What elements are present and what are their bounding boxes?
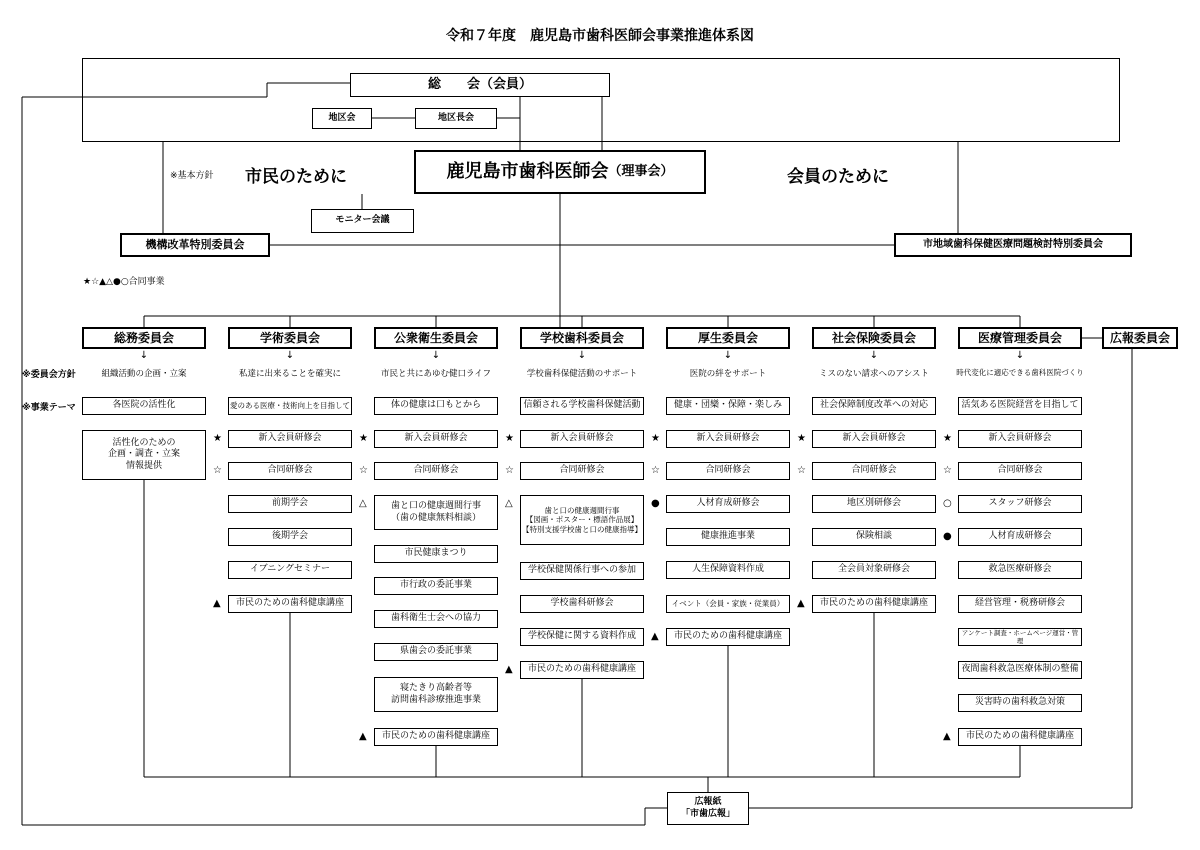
- project-item-line: 健康・団欒・保障・楽しみ: [673, 400, 782, 411]
- district-meeting-box: 地区会: [312, 108, 372, 129]
- basic-policy-label: ※基本方針: [170, 171, 214, 181]
- joint-project-mark: ☆: [651, 465, 660, 476]
- project-item-line: 健康推進事業: [700, 531, 755, 542]
- joint-project-mark: ▲: [359, 731, 367, 742]
- project-item-line: 市民のための歯科健康講座: [965, 731, 1074, 742]
- project-item-line: 市民のための歯科健康講座: [819, 598, 928, 609]
- project-item-line: 災害時の歯科救急対策: [974, 697, 1065, 708]
- joint-project-mark: ★: [359, 433, 368, 444]
- project-item-line: 人材育成研修会: [988, 531, 1052, 542]
- committee-header: 公衆衛生委員会: [374, 327, 498, 349]
- project-item-line: 合同研修会: [705, 465, 751, 476]
- joint-project-mark: ★: [505, 433, 514, 444]
- reform-committee-box: 機構改革特別委員会: [120, 233, 270, 257]
- project-item-line: 新入会員研修会: [258, 433, 322, 444]
- project-item-line: 情報提供: [125, 460, 162, 471]
- project-item-line: 新入会員研修会: [696, 433, 760, 444]
- committee-policy: 医院の絆をサポート: [689, 369, 767, 379]
- general-assembly-box: 総 会（会員）: [350, 73, 610, 97]
- project-item-line: 訪問歯科診療推進事業: [390, 694, 481, 705]
- joint-project-mark: ★: [651, 433, 660, 444]
- newspaper-name: 「市歯広報」: [680, 808, 735, 819]
- joint-project-mark: ☆: [359, 465, 368, 476]
- project-item-line: 合同研修会: [413, 465, 459, 476]
- project-item-line: 市民のための歯科健康講座: [235, 598, 344, 609]
- joint-project-mark: ▲: [505, 664, 513, 675]
- project-item-line: 歯と口の健康週間行事: [390, 501, 481, 512]
- project-item-line: イベント（会員・家族・従業員）: [671, 599, 785, 609]
- down-arrow: ↓: [431, 350, 441, 361]
- for-citizens-heading: 市民のために: [245, 167, 347, 187]
- project-item-line: 市民のための歯科健康講座: [381, 731, 490, 742]
- project-item-line: 企画・調査・立案: [107, 449, 180, 460]
- project-item-line: 合同研修会: [851, 465, 897, 476]
- project-item-line: 夜間歯科救急医療体制の整備: [961, 664, 1079, 675]
- project-item-line: 各医院の活性化: [112, 400, 176, 411]
- project-item-line: 愛のある医療・技術向上を目指して: [230, 401, 350, 411]
- joint-project-mark: ▲: [797, 598, 805, 609]
- project-item-line: 地区別研修会: [846, 498, 901, 509]
- project-item-line: 保険相談: [855, 531, 892, 542]
- project-theme-label: ※事業テーマ: [22, 403, 76, 413]
- down-arrow: ↓: [1015, 350, 1025, 361]
- joint-project-mark: ▲: [943, 731, 951, 742]
- project-item-line: 県歯会の委託事業: [399, 646, 472, 657]
- project-item-line: （歯の健康無料相談）: [390, 512, 481, 523]
- committee-policy-label: ※委員会方針: [22, 370, 76, 380]
- project-item-line: 新入会員研修会: [550, 433, 614, 444]
- project-item-line: 学校保健関係行事への参加: [527, 565, 636, 576]
- joint-project-mark: ☆: [213, 465, 222, 476]
- project-item-line: 前期学会: [271, 498, 308, 509]
- down-arrow: ↓: [869, 350, 879, 361]
- regional-committee-box: 市地域歯科保健医療問題検討特別委員会: [894, 233, 1132, 257]
- project-item-line: 【図画・ポスター・標語作品展】: [525, 515, 639, 525]
- project-item-line: 歯科衛生士会への協力: [390, 613, 481, 624]
- project-item-line: 市民健康まつり: [404, 548, 468, 559]
- down-arrow: ↓: [285, 350, 295, 361]
- joint-project-mark: ★: [213, 433, 222, 444]
- for-members-heading: 会員のために: [787, 167, 889, 187]
- project-item-line: 歯と口の健康週間行事: [544, 505, 620, 515]
- committee-header: 厚生委員会: [666, 327, 790, 349]
- newspaper-label: 広報紙: [694, 797, 722, 808]
- project-item-line: 人材育成研修会: [696, 498, 760, 509]
- committee-header: 総務委員会: [82, 327, 206, 349]
- project-item-line: 新入会員研修会: [842, 433, 906, 444]
- project-item-line: 【特別支援学校歯と口の健康指導】: [522, 524, 642, 534]
- joint-project-mark: ☆: [797, 465, 806, 476]
- monitor-meeting-box: モニター会議: [311, 209, 414, 233]
- project-item-line: 体の健康は口もとから: [390, 400, 481, 411]
- joint-project-mark: ☆: [505, 465, 514, 476]
- joint-project-mark: ★: [943, 433, 952, 444]
- committee-header: 学校歯科委員会: [520, 327, 644, 349]
- project-item-line: 新入会員研修会: [988, 433, 1052, 444]
- project-item-line: 全会員対象研修会: [837, 564, 910, 575]
- committee-policy: ミスのない請求へのアシスト: [819, 369, 929, 379]
- project-item-line: イブニングセミナー: [249, 564, 331, 575]
- down-arrow: ↓: [577, 350, 587, 361]
- joint-project-mark: △: [359, 498, 367, 509]
- project-item-line: 合同研修会: [267, 465, 313, 476]
- joint-project-mark: ●: [943, 531, 952, 542]
- project-item-line: 信頼される学校歯科保健活動: [523, 400, 641, 411]
- project-item-line: 活性化のための: [112, 438, 176, 449]
- association-board: （理事会）: [608, 163, 674, 179]
- pr-committee-box: 広報委員会: [1102, 327, 1178, 349]
- joint-project-mark: ▲: [651, 631, 659, 642]
- joint-project-mark: ☆: [943, 465, 952, 476]
- project-item-line: 市行政の委託事業: [399, 580, 472, 591]
- committee-header: 学術委員会: [228, 327, 352, 349]
- project-item-line: 寝たきり高齢者等: [399, 683, 472, 694]
- project-item-line: 後期学会: [271, 531, 308, 542]
- project-item-line: スタッフ研修会: [988, 498, 1052, 509]
- joint-project-mark: ▲: [213, 598, 221, 609]
- committee-policy: 時代変化に適応できる歯科医院づくり: [956, 368, 1084, 377]
- down-arrow: ↓: [139, 350, 149, 361]
- committee-policy: 市民と共にあゆむ健口ライフ: [381, 369, 491, 379]
- committee-header: 医療管理委員会: [958, 327, 1082, 349]
- project-item-line: アンケート調査・ホームページ運営・管理: [961, 628, 1079, 645]
- committee-policy: 学校歯科保健活動のサポート: [526, 369, 638, 379]
- committee-header: 社会保険委員会: [812, 327, 936, 349]
- project-item-line: 合同研修会: [559, 465, 605, 476]
- down-arrow: ↓: [723, 350, 733, 361]
- joint-project-legend: ★☆▲△●○合同事業: [83, 277, 165, 287]
- project-item-line: 市民のための歯科健康講座: [527, 664, 636, 675]
- project-item-line: 社会保障制度改革への対応: [819, 400, 928, 411]
- joint-project-mark: △: [505, 498, 513, 509]
- association-name: 鹿児島市歯科医師会: [446, 160, 609, 182]
- joint-project-mark: ●: [651, 498, 660, 509]
- committee-policy: 組織活動の企画・立案: [101, 369, 187, 379]
- project-item-line: 学校歯科研修会: [550, 598, 614, 609]
- project-item-line: 新入会員研修会: [404, 433, 468, 444]
- joint-project-mark: ○: [943, 498, 952, 509]
- project-item-line: 人生保障資料作成: [691, 564, 764, 575]
- joint-project-mark: ★: [797, 433, 806, 444]
- project-item-line: 活気ある医院経営を目指して: [961, 400, 1079, 411]
- project-item-line: 学校保健に関する資料作成: [527, 631, 636, 642]
- project-item-line: 経営管理・税務研修会: [974, 598, 1065, 609]
- district-chiefs-meeting-box: 地区長会: [415, 108, 497, 129]
- project-item-line: 合同研修会: [997, 465, 1043, 476]
- project-item-line: 救急医療研修会: [988, 564, 1052, 575]
- committee-policy: 私達に出来ることを確実に: [238, 369, 341, 379]
- project-item-line: 市民のための歯科健康講座: [673, 631, 782, 642]
- page-title: 令和７年度 鹿児島市歯科医師会事業推進体系図: [446, 28, 754, 44]
